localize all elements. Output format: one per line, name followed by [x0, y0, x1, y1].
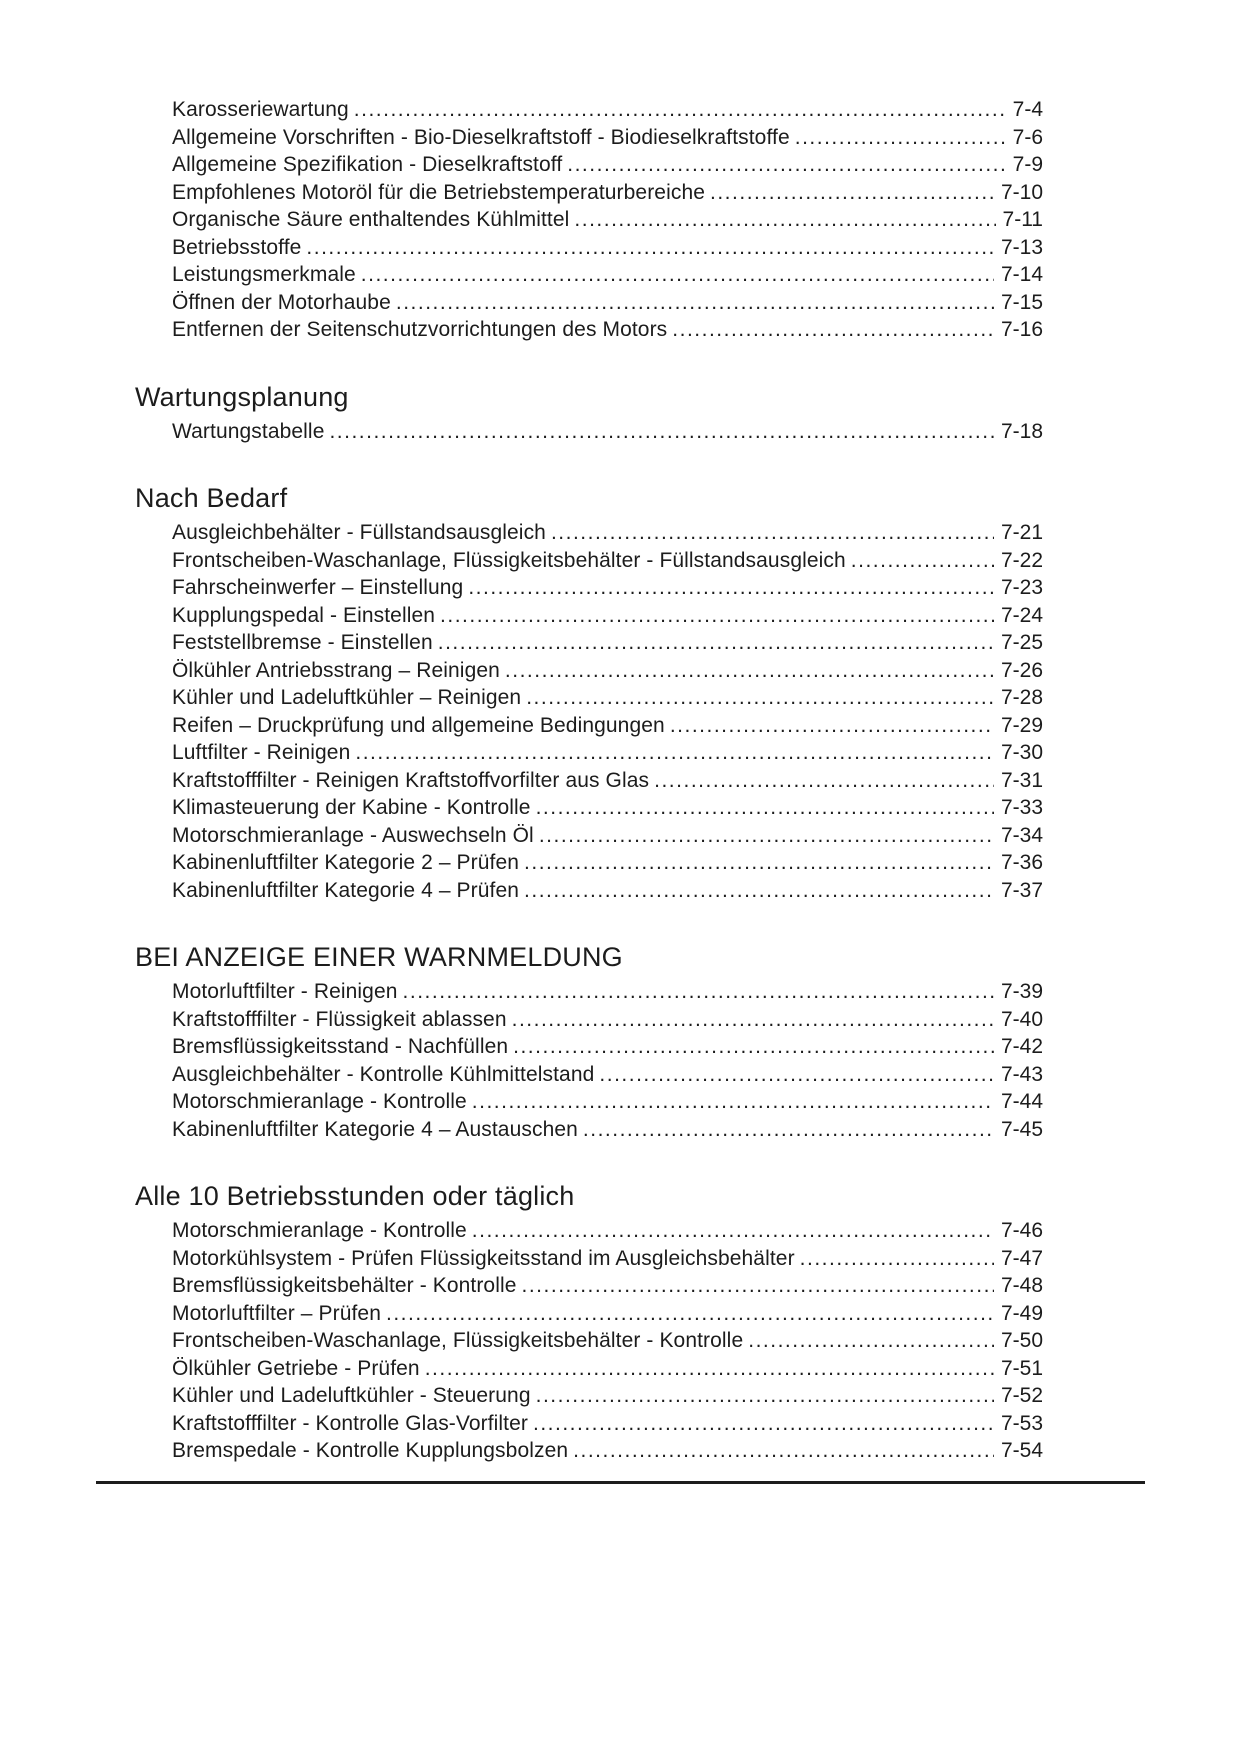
- dot-leader: [512, 1006, 994, 1034]
- toc-entry: [135, 261, 1043, 289]
- toc-entry: [135, 547, 1043, 575]
- toc-entry-title: Wartungstabelle: [172, 419, 325, 443]
- dot-leader: [440, 602, 994, 630]
- toc-entry-title: Luftfilter - Reinigen: [172, 741, 351, 764]
- section-heading: Alle 10 Betriebsstunden oder täglich: [135, 1181, 575, 1211]
- toc-section: [135, 96, 1043, 344]
- dot-leader: [386, 1300, 994, 1328]
- dot-leader: [800, 1245, 994, 1273]
- toc-entry-title: Motorschmieranlage - Kontrolle: [172, 1219, 467, 1242]
- toc-entry-page-number: 7-52: [1000, 1384, 1043, 1407]
- toc-entry-page-number: 7-39: [1000, 980, 1043, 1003]
- toc-entry-page-number: 7-36: [1000, 851, 1043, 874]
- toc-entry-page-number: 7-11: [1002, 208, 1043, 231]
- dot-leader: [670, 712, 994, 740]
- dot-leader: [536, 1382, 994, 1410]
- dot-leader: [524, 849, 994, 877]
- toc-entry: [135, 629, 1043, 657]
- toc-entry-title: Ölkühler Getriebe - Prüfen: [172, 1356, 420, 1380]
- toc-entry: [135, 602, 1043, 630]
- toc-entry: [135, 418, 1043, 446]
- toc-entry-title: Ölkühler Antriebsstrang – Reinigen: [172, 658, 500, 682]
- toc-entry-page-number: 7-24: [1000, 603, 1043, 627]
- toc-entry: [135, 1382, 1043, 1410]
- toc-entry-page-number: 7-45: [1000, 1117, 1043, 1141]
- toc-entry-page-number: 7-14: [1000, 263, 1043, 286]
- toc-entry-title: Entfernen der Seitenschutzvorrichtungen des Motors: [172, 318, 668, 341]
- toc-entry-title: Bremsflüssigkeitsstand - Nachfüllen: [172, 1035, 509, 1058]
- dot-leader: [396, 289, 994, 317]
- toc-entry-title: Frontscheiben-Waschanlage, Flüssigkeitsbehälter - Kontrolle: [172, 1329, 744, 1352]
- toc-entry-page-number: 7-53: [1000, 1411, 1043, 1435]
- toc-entry: [135, 234, 1043, 262]
- toc-entry-title: Bremspedale - Kontrolle Kupplungsbolzen: [172, 1439, 569, 1462]
- dot-leader: [354, 96, 1006, 124]
- toc-entry-title: Kühler und Ladeluftkühler - Steuerung: [172, 1384, 531, 1407]
- toc-entry-title: Ausgleichbehälter - Kontrolle Kühlmittelstand: [172, 1062, 595, 1086]
- toc-entry-page-number: 7-49: [1000, 1301, 1043, 1325]
- dot-leader: [551, 519, 994, 547]
- toc-entry-title: Öffnen der Motorhaube: [172, 290, 391, 314]
- toc-entry-title: Leistungsmerkmale: [172, 263, 356, 286]
- toc-entry-title: Ausgleichbehälter - Füllstandsausgleich: [172, 521, 546, 544]
- toc-section: [135, 380, 1043, 446]
- toc-entry-page-number: 7-47: [1000, 1246, 1043, 1270]
- toc-entry-page-number: 7-51: [1000, 1356, 1043, 1380]
- toc-entry: [135, 519, 1043, 547]
- toc-entry: [135, 1300, 1043, 1328]
- dot-leader: [513, 1033, 994, 1061]
- toc-entry-page-number: 7-21: [1000, 521, 1043, 544]
- toc-entry-page-number: 7-34: [1000, 823, 1043, 847]
- dot-leader: [583, 1116, 994, 1144]
- toc-entry-title: Frontscheiben-Waschanlage, Flüssigkeitsbehälter - Füllstandsausgleich: [172, 548, 846, 572]
- toc-entry: [135, 179, 1043, 207]
- toc-entry-page-number: 7-42: [1000, 1035, 1043, 1058]
- table-of-contents: [135, 96, 1043, 1465]
- dot-leader: [851, 547, 994, 575]
- toc-entry-page-number: 7-33: [1000, 796, 1043, 819]
- toc-entry: [135, 739, 1043, 767]
- dot-leader: [522, 1272, 994, 1300]
- toc-entry-title: Motorluftfilter - Reinigen: [172, 980, 398, 1003]
- toc-entry: [135, 1116, 1043, 1144]
- toc-entry-page-number: 7-16: [1000, 318, 1043, 341]
- dot-leader: [403, 978, 994, 1006]
- toc-entry: [135, 124, 1043, 152]
- toc-entry: [135, 1327, 1043, 1355]
- dot-leader: [539, 822, 994, 850]
- toc-entry: [135, 1355, 1043, 1383]
- dot-leader: [472, 1088, 994, 1116]
- dot-leader: [672, 316, 994, 344]
- toc-entry-list: [135, 519, 1043, 904]
- toc-entry: [135, 1006, 1043, 1034]
- toc-entry-title: Fahrscheinwerfer – Einstellung: [172, 576, 464, 599]
- toc-entry-page-number: 7-30: [1000, 741, 1043, 764]
- toc-entry-page-number: 7-48: [1000, 1274, 1043, 1297]
- toc-entry: [135, 1088, 1043, 1116]
- toc-entry-page-number: 7-18: [1000, 419, 1043, 443]
- toc-entry-title: Kabinenluftfilter Kategorie 4 – Prüfen: [172, 878, 520, 902]
- toc-entry-title: Kraftstofffilter - Reinigen Kraftstoffvorfilter aus Glas: [172, 768, 650, 792]
- dot-leader: [573, 1437, 994, 1465]
- toc-entry-title: Organische Säure enthaltendes Kühlmittel: [172, 208, 570, 231]
- toc-entry: [135, 978, 1043, 1006]
- toc-entry-title: Kraftstofffilter - Flüssigkeit ablassen: [172, 1007, 507, 1031]
- dot-leader: [505, 657, 994, 685]
- toc-entry: [135, 877, 1043, 905]
- toc-entry-title: Bremsflüssigkeitsbehälter - Kontrolle: [172, 1274, 517, 1297]
- dot-leader: [355, 739, 994, 767]
- toc-entry: [135, 712, 1043, 740]
- dot-leader: [748, 1327, 994, 1355]
- toc-entry-list: [135, 1217, 1043, 1465]
- toc-section: [135, 940, 1043, 1143]
- toc-entry: [135, 767, 1043, 795]
- toc-entry: [135, 1033, 1043, 1061]
- toc-entry-page-number: 7-22: [1000, 548, 1043, 572]
- toc-entry-page-number: 7-6: [1012, 125, 1043, 149]
- section-heading: Nach Bedarf: [135, 483, 288, 513]
- toc-entry: [135, 1061, 1043, 1089]
- toc-entry-page-number: 7-54: [1000, 1439, 1043, 1462]
- toc-entry-page-number: 7-23: [1000, 576, 1043, 599]
- toc-entry: [135, 1245, 1043, 1273]
- toc-entry-page-number: 7-44: [1000, 1090, 1043, 1113]
- dot-leader: [710, 179, 994, 207]
- toc-entry-title: Kabinenluftfilter Kategorie 2 – Prüfen: [172, 851, 520, 874]
- toc-entry: [135, 574, 1043, 602]
- toc-entry: [135, 657, 1043, 685]
- toc-entry: [135, 1217, 1043, 1245]
- dot-leader: [468, 574, 994, 602]
- toc-section: [135, 481, 1043, 904]
- dot-leader: [654, 767, 994, 795]
- section-heading: Wartungsplanung: [135, 381, 349, 412]
- toc-entry-page-number: 7-37: [1000, 878, 1043, 902]
- toc-entry-page-number: 7-26: [1000, 658, 1043, 682]
- section-heading: BEI ANZEIGE EINER WARNMELDUNG: [135, 942, 623, 972]
- toc-entry-list: [135, 418, 1043, 446]
- toc-entry-title: Allgemeine Vorschriften - Bio-Dieselkraftstoff - Biodieselkraftstoffe: [172, 125, 790, 149]
- toc-entry: [135, 794, 1043, 822]
- dot-leader: [524, 877, 994, 905]
- toc-entry-list: [135, 96, 1043, 344]
- toc-entry-page-number: 7-15: [1000, 290, 1043, 314]
- toc-entry-list: [135, 978, 1043, 1143]
- toc-entry: [135, 822, 1043, 850]
- dot-leader: [526, 684, 994, 712]
- toc-entry-title: Motorkühlsystem - Prüfen Flüssigkeitsstand im Ausgleichsbehälter: [172, 1246, 795, 1270]
- toc-entry: [135, 206, 1043, 234]
- toc-entry: [135, 849, 1043, 877]
- toc-entry-title: Kupplungspedal - Einstellen: [172, 603, 436, 627]
- toc-entry-title: Reifen – Druckprüfung und allgemeine Bedingungen: [172, 713, 665, 737]
- dot-leader: [536, 794, 994, 822]
- toc-entry-title: Kabinenluftfilter Kategorie 4 – Austauschen: [172, 1117, 578, 1141]
- toc-entry: [135, 316, 1043, 344]
- toc-entry-page-number: 7-28: [1000, 686, 1043, 709]
- toc-section: [135, 1179, 1043, 1465]
- dot-leader: [795, 124, 1006, 152]
- toc-entry-page-number: 7-29: [1000, 713, 1043, 737]
- toc-entry-title: Karosseriewartung: [172, 98, 349, 121]
- toc-entry-title: Feststellbremse - Einstellen: [172, 631, 433, 654]
- toc-entry-title: Betriebsstoffe: [172, 235, 302, 259]
- dot-leader: [574, 206, 995, 234]
- dot-leader: [567, 151, 1005, 179]
- toc-entry: [135, 96, 1043, 124]
- toc-entry-title: Kraftstofffilter - Kontrolle Glas-Vorfilter: [172, 1411, 528, 1435]
- toc-entry: [135, 1272, 1043, 1300]
- toc-entry-page-number: 7-43: [1000, 1062, 1043, 1086]
- toc-entry-page-number: 7-46: [1000, 1219, 1043, 1242]
- bottom-rule: [96, 1481, 1145, 1484]
- toc-entry-page-number: 7-25: [1000, 631, 1043, 654]
- toc-entry: [135, 1410, 1043, 1438]
- toc-entry-page-number: 7-10: [1000, 180, 1043, 204]
- toc-entry-page-number: 7-50: [1000, 1329, 1043, 1352]
- toc-entry-title: Motorschmieranlage - Kontrolle: [172, 1090, 467, 1113]
- toc-entry: [135, 151, 1043, 179]
- toc-entry: [135, 289, 1043, 317]
- toc-entry-page-number: 7-40: [1000, 1007, 1043, 1031]
- toc-entry-title: Allgemeine Spezifikation - Dieselkraftstoff: [172, 153, 563, 176]
- dot-leader: [306, 234, 994, 262]
- toc-entry-page-number: 7-31: [1000, 768, 1043, 792]
- dot-leader: [472, 1217, 994, 1245]
- toc-entry-title: Kühler und Ladeluftkühler – Reinigen: [172, 686, 522, 709]
- toc-entry-title: Empfohlenes Motoröl für die Betriebstemperaturbereiche: [172, 180, 706, 204]
- toc-entry-title: Motorluftfilter – Prüfen: [172, 1301, 381, 1325]
- toc-entry-page-number: 7-13: [1000, 235, 1043, 259]
- dot-leader: [533, 1410, 994, 1438]
- dot-leader: [438, 629, 994, 657]
- dot-leader: [599, 1061, 994, 1089]
- toc-entry: [135, 684, 1043, 712]
- toc-entry-title: Klimasteuerung der Kabine - Kontrolle: [172, 796, 531, 819]
- dot-leader: [329, 418, 994, 446]
- toc-entry: [135, 1437, 1043, 1465]
- dot-leader: [361, 261, 994, 289]
- toc-entry-page-number: 7-9: [1012, 153, 1043, 176]
- toc-entry-title: Motorschmieranlage - Auswechseln Öl: [172, 823, 534, 847]
- toc-entry-page-number: 7-4: [1012, 98, 1043, 121]
- dot-leader: [425, 1355, 994, 1383]
